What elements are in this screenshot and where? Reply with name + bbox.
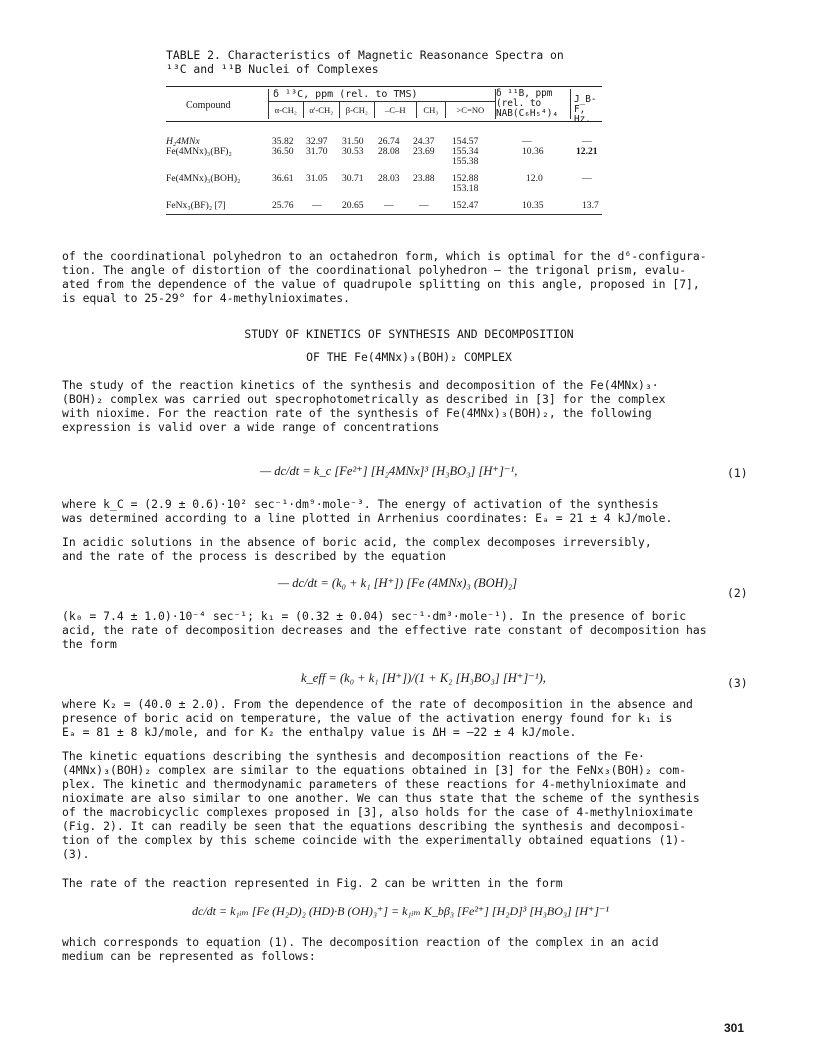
cell-ch: 28.08 <box>378 146 400 157</box>
text-line: The study of the reaction kinetics of the synthesis and decomposition of the Fe(4MNx)₃· <box>62 378 659 392</box>
text-line: of the macrobicyclic complexes proposed in [3], also holds for the case of 4-methylnioximate <box>62 805 693 819</box>
text-line: plex. The kinetic and thermodynamic parameters of these reactions for 4-methylnioximate and <box>62 777 687 791</box>
text-line: was determined according to a line plotted in Arrhenius coordinates: Eₐ = 21 ± 4 kJ/mole. <box>62 511 673 525</box>
cell-alpha: 36.61 <box>272 173 294 184</box>
text-line: is equal to 25-29° for 4-methylnioximates. <box>62 291 351 305</box>
text-line: medium can be represented as follows: <box>62 949 316 963</box>
page-number: 301 <box>724 1021 745 1035</box>
text-line: which corresponds to equation (1). The decomposition reaction of the complex in an acid <box>62 935 659 949</box>
cell-alpha: 36.50 <box>272 146 294 157</box>
text-line: In acidic solutions in the absence of boric acid, the complex decomposes irreversibly, <box>62 535 652 549</box>
equation-3-number: (3) <box>727 676 748 690</box>
subheader-alpha-prime: α'-CH₂ <box>304 102 341 118</box>
cell-ch3: 23.69 <box>413 146 435 157</box>
equation-1: — dc/dt = k_c [Fe²⁺] [H₂4MNx]³ [H₃BO₃] [H⁺]⁻¹, <box>260 464 518 478</box>
header-compound: Compound <box>186 100 231 111</box>
text-line: of the coordinational polyhedron to an octahedron form, which is optimal for the d⁶-configura- <box>62 249 707 263</box>
text-line: (k₀ = 7.4 ± 1.0)·10⁻⁴ sec⁻¹; k₁ = (0.32 ± 0.04) sec⁻¹·dm³·mole⁻¹). In the presence of boric <box>62 609 687 623</box>
text-line: nioximate are also similar to one another. We can thus state that the scheme of the synthesis <box>62 791 700 805</box>
cell-compound: Fe(4MNx)₃(BF)₂ <box>166 146 232 157</box>
section-heading-line-1: STUDY OF KINETICS OF SYNTHESIS AND DECOMPOSITION <box>244 327 574 341</box>
text-line: tion. The angle of distortion of the coordinational polyhedron – the trigonal prism, evalu- <box>62 263 687 277</box>
text-line: (3). <box>62 847 90 861</box>
text-line: (BOH)₂ complex was carried out specrophotometrically as described in [3] for the complex <box>62 392 666 406</box>
cell-compound: H₂4MNx <box>166 136 200 147</box>
text-line: and the rate of the process is described by the equation <box>62 549 447 563</box>
text-line: where k_C = (2.9 ± 0.6)·10² sec⁻¹·dm⁹·mole⁻³. The energy of activation of the synthesis <box>62 497 659 511</box>
cell-alpha: 25.76 <box>272 200 294 211</box>
cell-jbf: — <box>582 173 592 184</box>
header-c13-group <box>268 89 496 119</box>
cell-alpha-prime: — <box>312 200 322 211</box>
table-caption-line-2: ¹³C and ¹¹B Nuclei of Complexes <box>166 62 379 76</box>
paragraph-3 <box>62 497 756 525</box>
cell-alpha-prime: 31.05 <box>306 173 328 184</box>
text-line: (Fig. 2). It can readily be seen that the equations describing the synthesis and decomposi- <box>62 819 687 833</box>
cell-b11: 10.35 <box>522 200 544 211</box>
text-line: presence of boric acid on temperature, the value of the activation energy found for k₁ is <box>62 711 673 725</box>
text-line: with nioxime. For the reaction rate of the synthesis of Fe(4MNx)₃(BOH)₂, the following <box>62 406 652 420</box>
header-sub-row <box>269 102 495 118</box>
cell-b11: — <box>522 136 532 147</box>
text-line: where K₂ = (40.0 ± 2.0). From the dependence of the rate of decomposition in the absence and <box>62 697 693 711</box>
cell-cno: 155.34 155.38 <box>452 146 479 167</box>
paragraph-5 <box>62 609 756 651</box>
cell-alpha-prime: 32.97 <box>306 136 328 147</box>
cell-beta: 30.71 <box>342 173 364 184</box>
cell-compound: FeNx₃(BF)₂ [7] <box>166 200 226 211</box>
cell-cno: 154.57 <box>452 136 479 147</box>
text-line: the form <box>62 637 117 651</box>
table-caption <box>166 48 564 76</box>
equation-2-number: (2) <box>727 586 748 600</box>
cell-ch3: 23.88 <box>413 173 435 184</box>
text-line: (4MNx)₃(BOH)₂ complex are similar to the equations obtained in [3] for the FeNx₃(BOH)₂ com- <box>62 763 687 777</box>
cell-jbf: 13.7 <box>582 200 599 211</box>
spectra-table <box>166 86 602 215</box>
cell-b11: 10.36 <box>522 146 544 157</box>
text-line: The kinetic equations describing the synthesis and decomposition reactions of the Fe· <box>62 749 645 763</box>
text-line: The rate of the reaction represented in Fig. 2 can be written in the form <box>62 876 563 890</box>
equation-1-number: (1) <box>727 466 748 480</box>
equation-3: k_eff = (k₀ + k₁ [H⁺])/(1 + K₂ [H₃BO₃] [H⁺]⁻¹), <box>301 671 546 685</box>
subheader-cno: >C=NO <box>456 105 485 115</box>
subheader-ch3: CH₃ <box>417 102 446 118</box>
equation-4: dc/dt = k₁ᵢₘ [Fe (H₂D)₂ (HD)·B (OH)₃⁺] = k₁ᵢₘ K_bβ₃ [Fe²⁺] [H₂D]³ [H₃BO₃] [H⁺]⁻¹ <box>192 904 609 918</box>
text-line: expression is valid over a wide range of concentrations <box>62 420 440 434</box>
table-caption-line-1: TABLE 2. Characteristics of Magnetic Reasonance Spectra on <box>166 48 564 62</box>
cell-ch: 26.74 <box>378 136 400 147</box>
header-jbf: J_B-F, Hz. <box>574 94 597 125</box>
header-c13: δ ¹³C, ppm (rel. to TMS) <box>269 89 495 102</box>
cell-ch3: — <box>419 200 429 211</box>
paragraph-9 <box>62 935 756 963</box>
cell-alpha-prime: 31.70 <box>306 146 328 157</box>
table-body <box>166 122 602 215</box>
cell-jbf: — <box>582 136 592 147</box>
paragraph-6 <box>62 697 756 739</box>
cell-beta: 30.53 <box>342 146 364 157</box>
paragraph-8 <box>62 876 756 890</box>
cell-jbf: 12.21 <box>576 146 598 157</box>
cell-beta: 20.65 <box>342 200 364 211</box>
cell-compound: Fe(4MNx)₃(BOH)₂ <box>166 173 241 184</box>
cell-ch: 28.03 <box>378 173 400 184</box>
cell-b11: 12.0 <box>526 173 543 184</box>
header-b11: δ ¹¹B, ppm (rel. to NAB(C₆H₅⁴)₄ <box>496 89 571 119</box>
text-line: Eₐ = 81 ± 8 kJ/mole, and for K₂ the enthalpy value is ΔH = –22 ± 4 kJ/mole. <box>62 725 577 739</box>
section-heading-line-2: OF THE Fe(4MNx)₃(BOH)₂ COMPLEX <box>306 350 512 364</box>
text-line: tion of the complex by this scheme coincide with the experimentally obtained equations (1)- <box>62 833 687 847</box>
cell-cno: 152.88 153.18 <box>452 173 479 194</box>
subheader-alpha: α-CH₂ <box>269 102 304 118</box>
text-line: ated from the dependence of the value of quadrupole splitting on this angle, proposed in [7], <box>62 277 700 291</box>
paragraph-4 <box>62 535 756 563</box>
table-header <box>166 86 602 125</box>
text-line: acid, the rate of decomposition decreases and the effective rate constant of decomposition has <box>62 623 707 637</box>
paragraph-2 <box>62 378 756 434</box>
cell-ch: — <box>384 200 394 211</box>
paragraph-1 <box>62 249 756 305</box>
subheader-beta: β-CH₂ <box>340 102 375 118</box>
subheader-ch: –C–H <box>375 102 417 118</box>
cell-cno: 152.47 <box>452 200 479 211</box>
cell-beta: 31.50 <box>342 136 364 147</box>
paragraph-7 <box>62 749 756 861</box>
equation-2: — dc/dt = (k₀ + k₁ [H⁺]) [Fe (4MNx)₃ (BOH)₂] <box>278 576 518 590</box>
cell-alpha: 35.82 <box>272 136 294 147</box>
cell-ch3: 24.37 <box>413 136 435 147</box>
